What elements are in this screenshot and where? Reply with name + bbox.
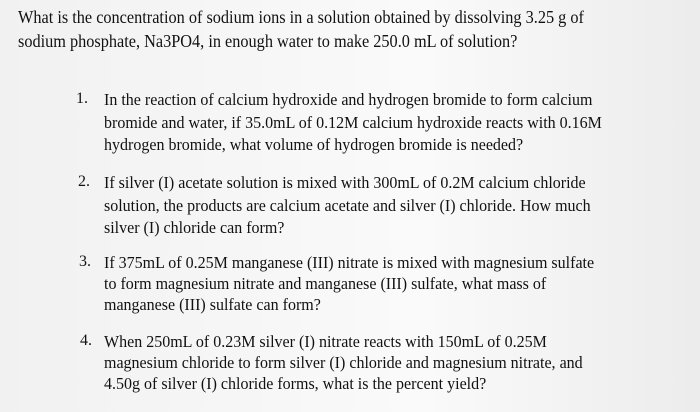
problem-number: 1. <box>76 90 88 107</box>
problem-line: silver (I) chloride can form? <box>104 218 285 237</box>
problem-number: 3. <box>79 253 91 270</box>
problem-line: bromide and water, if 35.0mL of 0.12M calcium hydroxide reacts with 0.16M <box>104 113 602 132</box>
problem-line: When 250mL of 0.23M silver (I) nitrate reacts with 150mL of 0.25M <box>104 332 547 351</box>
problem-line: magnesium chloride to form silver (I) chloride and magnesium nitrate, and <box>104 353 583 372</box>
problem-line: manganese (III) sulfate can form? <box>104 295 321 314</box>
problem-line: In the reaction of calcium hydroxide and hydrogen bromide to form calcium <box>104 90 593 109</box>
problem-number: 4. <box>80 332 92 349</box>
problem-line: to form magnesium nitrate and manganese (III) sulfate, what mass of <box>104 274 547 293</box>
question-line: What is the concentration of sodium ions in a solution obtained by dissolving 3.25 g of <box>18 7 584 27</box>
problem-number: 2. <box>78 173 90 190</box>
problem-line: If 375mL of 0.25M manganese (III) nitrate is mixed with magnesium sulfate <box>104 253 595 272</box>
question-line: sodium phosphate, Na3PO4, in enough water to make 250.0 mL of solution? <box>18 31 518 51</box>
problem-line: 4.50g of silver (I) chloride forms, what is the percent yield? <box>104 374 487 393</box>
problem-line: solution, the products are calcium acetate and silver (I) chloride. How much <box>104 196 591 215</box>
problem-line: hydrogen bromide, what volume of hydrogen bromide is needed? <box>104 135 524 154</box>
problem-line: If silver (I) acetate solution is mixed with 300mL of 0.2M calcium chloride <box>104 173 586 192</box>
